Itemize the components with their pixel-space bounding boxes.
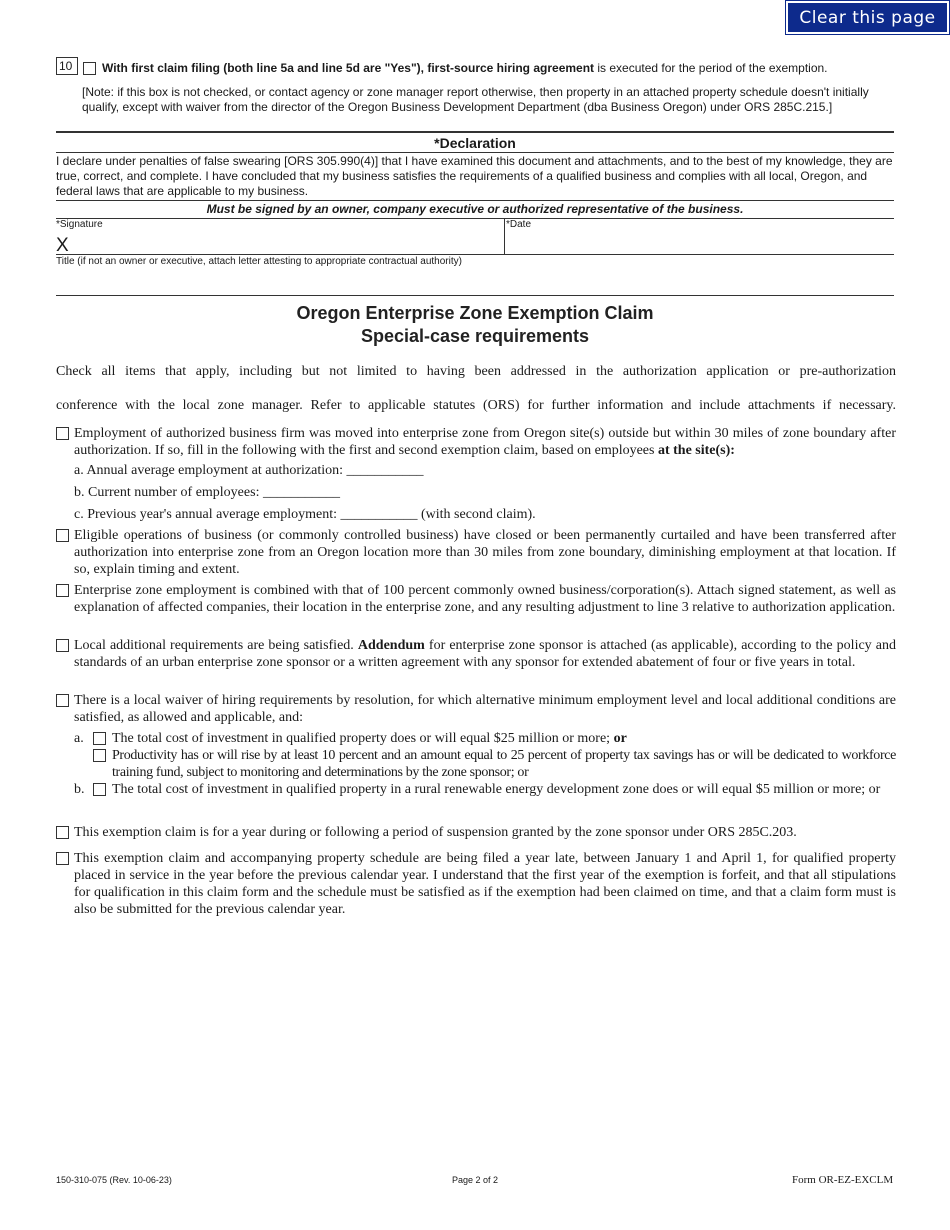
item-late-filing-checkbox[interactable] — [56, 852, 69, 865]
signature-label: *Signature — [56, 219, 103, 230]
declaration-title-rule — [56, 152, 894, 153]
declaration-body: I declare under penalties of false swearing [ORS 305.990(4)] that I have examined this document and attachments, and to the best of my knowledge, they are true, correct, and complete. I have concluded that my business satisfies the requirements of a qualified business and complies with all local, Oregon, and federal laws that are applicable to my business. — [56, 154, 893, 198]
option-a2-text: Productivity has or will rise by at least 10 percent and an amount equal to 25 percent of property tax savings has or will be dedicated to workforce training fund, subject to monitoring and determinations by the zone sponsor; or — [112, 748, 896, 780]
item-employment-moved — [56, 425, 896, 459]
declaration-title: *Declaration — [434, 135, 516, 151]
option-a-label: a. — [74, 731, 84, 746]
item-employment-moved-b[interactable]: b. Current number of employees: ___________ — [74, 485, 340, 500]
option-a2-checkbox[interactable] — [93, 749, 106, 762]
item-employment-moved-c[interactable]: c. Previous year's annual average employment: ___________ (with second claim). — [74, 507, 536, 522]
item-operations-transferred-checkbox[interactable] — [56, 529, 69, 542]
signature-date-divider — [504, 219, 505, 255]
title-label: Title (if not an owner or executive, attach letter attesting to appropriate contractual authority) — [56, 256, 462, 267]
footer-form-number: 150-310-075 (Rev. 10-06-23) — [56, 1175, 172, 1185]
line-10-rest-text: is executed for the period of the exemption. — [594, 61, 828, 75]
option-b1-text: The total cost of investment in qualified property in a rural renewable energy development zone does or will equal $5 million or more; or — [112, 782, 881, 797]
item-operations-transferred — [56, 527, 896, 578]
footer-form-name: Form OR-EZ-EXCLM — [792, 1174, 894, 1186]
date-label: *Date — [506, 219, 532, 230]
option-a1-text — [112, 730, 896, 747]
item-employment-moved-body: Employment of authorized business firm was moved into enterprise zone from Oregon site(s) outside but within 30 miles of zone boundary after authorization. If so, fill in the following with the first and second exemption claim, based on employees — [74, 426, 896, 458]
item-local-requirements-text — [74, 637, 896, 671]
section-divider — [56, 295, 894, 296]
signature-bottom-rule — [56, 254, 894, 255]
item-combined-employment-checkbox[interactable] — [56, 584, 69, 597]
item-suspension-period — [56, 824, 896, 841]
option-b1 — [74, 781, 896, 798]
option-a2 — [74, 747, 896, 781]
line-10-bold-text: With first claim filing (both line 5a and line 5d are "Yes"), first-source hiring agreement — [102, 61, 595, 75]
signature-top-rule — [56, 218, 894, 219]
option-a1 — [74, 730, 896, 747]
item-combined-employment — [56, 582, 896, 616]
intro-line-2: conference with the local zone manager. Refer to applicable statutes (ORS) for further information and include attachments if necessary. — [56, 398, 896, 413]
item-employment-moved-a[interactable]: a. Annual average employment at authorization: ___________ — [74, 463, 424, 478]
line-10-number: 10 — [56, 57, 78, 75]
clear-page-button[interactable]: Clear this page — [786, 1, 949, 34]
item-hiring-waiver-text: There is a local waiver of hiring requirements by resolution, for which alternative minimum employment level and local additional conditions are satisfied, as allowed and applicable, and: — [74, 693, 896, 725]
item-local-requirements-post: for enterprise zone sponsor is attached (as applicable), according to the policy and standards of an urban enterprise zone sponsor or a written agreement with any sponsor for extended abatement of four or five years in total. — [74, 638, 896, 670]
item-local-requirements — [56, 637, 896, 671]
page-title-line-2: Special-case requirements — [360, 326, 590, 346]
item-suspension-period-checkbox[interactable] — [56, 826, 69, 839]
line-10-note: [Note: if this box is not checked, or contact agency or zone manager report otherwise, then property in an attached property schedule doesn't initially qualify, except with waiver from the director of the Oregon Business Development Department (dba Business Oregon) under ORS 285C.215.] — [82, 85, 869, 114]
footer-page-number: Page 2 of 2 — [452, 1175, 499, 1185]
item-combined-employment-text: Enterprise zone employment is combined with that of 100 percent commonly owned business/corporation(s). Attach signed statement, as well as explanation of affected companies, their location in the enterprise zone, and any resulting adjustment to line 3 relative to authorization application. — [74, 583, 896, 615]
line-10-text — [102, 61, 828, 76]
declaration-body-rule — [56, 200, 894, 201]
item-late-filing-text: This exemption claim and accompanying property schedule are being filed a year late, between January 1 and April 1, for qualified property placed in service in the year before the previous calendar year. I understand that the first year of the exemption is forfeit, and that all stipulations for qualification in this claim form and the schedule must be satisfied as if the exemption had been claimed on time, and that a claim form must is also be submitted for the previous calendar year. — [74, 851, 896, 917]
item-local-requirements-checkbox[interactable] — [56, 639, 69, 652]
item-local-requirements-pre: Local additional requirements are being satisfied. — [74, 638, 358, 653]
item-local-requirements-bold: Addendum — [357, 638, 425, 653]
item-operations-transferred-text: Eligible operations of business (or commonly controlled business) have closed or been permanently curtailed and have been transferred after authorization into enterprise zone from an Oregon location more than 30 miles from zone boundary, diminishing employment at that location. If so, explain timing and extent. — [74, 528, 896, 577]
page-title-line-1: Oregon Enterprise Zone Exemption Claim — [296, 303, 654, 323]
item-employment-moved-checkbox[interactable] — [56, 427, 69, 440]
declaration-top-rule — [56, 131, 894, 133]
page-title — [56, 302, 894, 348]
option-b-label: b. — [74, 782, 85, 797]
option-b1-checkbox[interactable] — [93, 783, 106, 796]
item-employment-moved-bold: at the site(s): — [657, 443, 735, 458]
item-hiring-waiver-checkbox[interactable] — [56, 694, 69, 707]
option-a1-body: The total cost of investment in qualified property does or will equal $25 million or more; — [112, 731, 614, 746]
option-a1-bold: or — [613, 731, 627, 746]
item-late-filing — [56, 850, 896, 918]
item-employment-moved-text — [74, 425, 896, 459]
line-10-checkbox[interactable] — [83, 62, 96, 75]
intro-line-1: Check all items that apply, including but not limited to having been addressed in the authorization application or pre-authorization — [56, 364, 896, 379]
item-hiring-waiver — [56, 692, 896, 726]
item-suspension-period-text: This exemption claim is for a year during or following a period of suspension granted by the zone sponsor under ORS 285C.203. — [74, 825, 797, 840]
signature-field[interactable]: X — [56, 235, 69, 256]
declaration-must-sign: Must be signed by an owner, company executive or authorized representative of the business. — [206, 202, 744, 216]
option-a1-checkbox[interactable] — [93, 732, 106, 745]
